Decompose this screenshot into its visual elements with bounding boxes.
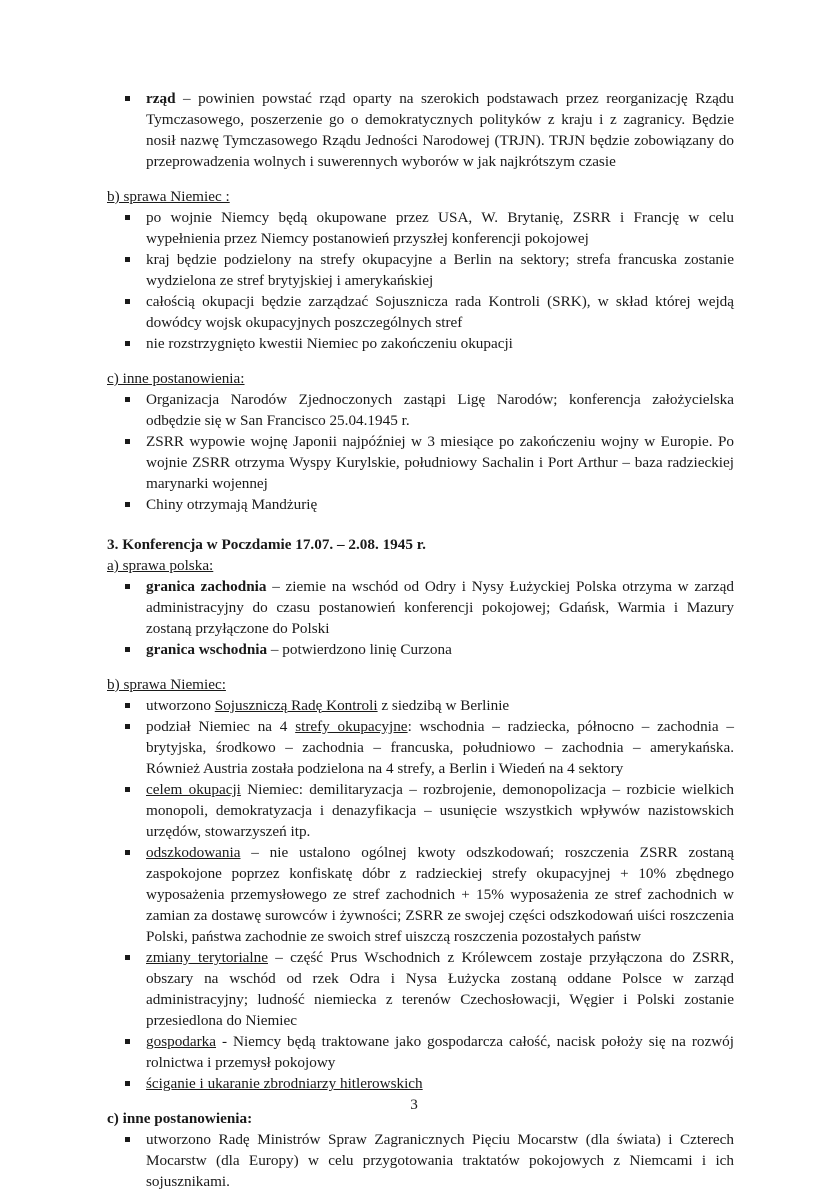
list-item-text bbox=[146, 716, 734, 779]
list-item bbox=[107, 716, 734, 779]
square-bullet-icon bbox=[125, 207, 133, 228]
list-item-lead: granica zachodnia bbox=[146, 578, 267, 595]
list-item-rest: – powinien powstać rząd oparty na szerokich podstawach przez reorganizację Rządu Tymczasowego, poszerzenie go o demokratycznych polityków z kraju i z zagranicy. Będzie nosił nazwę Tymczasowego Rządu Jedności Narodowej (TRJN). TRJN będzie zobowiązany do przeprowadzenia wolnych i suwerennych wyborów w jak najkrótszym czasie bbox=[146, 90, 734, 170]
spacer bbox=[107, 172, 734, 186]
list-item-text bbox=[146, 1073, 734, 1094]
list-item-text bbox=[146, 88, 734, 172]
list-item-text: ZSRR wypowie wojnę Japonii najpóźniej w 3 miesiące po zakończeniu wojny w Europie. Po wojnie ZSRR otrzyma Wyspy Kurylskie, południowy Sachalin i Port Arthur – baza radzieckiej marynarki wojennej bbox=[146, 433, 734, 492]
list-item bbox=[107, 576, 734, 639]
subheading-potsdam-c: c) inne postanowienia: bbox=[107, 1110, 253, 1127]
subheading-text: b) sprawa Niemiec: bbox=[107, 676, 226, 693]
list-item-post: Niemiec: demilitaryzacja – rozbrojenie, demonopolizacja – rozbicie wielkich monopoli, demokratyzacja i denazyfikacja – usunięcie wszystkich wpływów nazistowskich urzędów, stowarzyszeń itp. bbox=[146, 781, 734, 840]
square-bullet-icon bbox=[125, 1031, 133, 1052]
square-bullet-icon bbox=[125, 88, 133, 109]
square-bullet-icon bbox=[125, 333, 133, 354]
list-item bbox=[107, 207, 734, 249]
list-item bbox=[107, 88, 734, 172]
list-item-underlined-term: zmiany terytorialne bbox=[146, 949, 268, 966]
list-item-text bbox=[146, 842, 734, 947]
list-item-pre: utworzono bbox=[146, 697, 215, 714]
square-bullet-icon bbox=[125, 249, 133, 270]
list-item bbox=[107, 494, 734, 515]
section-heading-potsdam: 3. Konferencja w Poczdamie 17.07. – 2.08. 1945 r. bbox=[107, 536, 426, 553]
list-item bbox=[107, 1129, 734, 1192]
list-item bbox=[107, 842, 734, 947]
square-bullet-icon bbox=[125, 389, 133, 410]
list-item-text bbox=[146, 695, 734, 716]
list-item-underlined-term: odszkodowania bbox=[146, 844, 241, 861]
square-bullet-icon bbox=[125, 716, 133, 737]
list-item-underlined-term: ściganie i ukaranie zbrodniarzy hitlerowskich bbox=[146, 1075, 423, 1092]
bullet-list-yalta-other bbox=[107, 389, 734, 515]
spacer bbox=[107, 515, 734, 534]
square-bullet-icon bbox=[125, 291, 133, 312]
square-bullet-icon bbox=[125, 576, 133, 597]
list-item-post: – część Prus Wschodnich z Królewcem zostaje przyłączona do ZSRR, obszary na wschód od rzek Odra i Nysa Łużycka zostaną oddane Polsce w zarząd administracyjny; ludność niemiecka z terenów Czechosłowacji, Węgier i Polski zostanie przesiedlona do Niemiec bbox=[146, 949, 734, 1029]
subheading-text: b) sprawa Niemiec : bbox=[107, 188, 230, 205]
list-item-rest: – potwierdzono linię Curzona bbox=[267, 641, 452, 658]
list-item-text bbox=[146, 576, 734, 639]
square-bullet-icon bbox=[125, 639, 133, 660]
list-item-text bbox=[146, 947, 734, 1031]
list-item-pre: podział Niemiec na 4 bbox=[146, 718, 296, 735]
list-item-text bbox=[146, 639, 734, 660]
subheading-potsdam-a bbox=[107, 555, 734, 576]
list-item-text: kraj będzie podzielony na strefy okupacyjne a Berlin na sektory; strefa francuska zostanie wydzielona ze stref brytyjskiej i amerykańskiej bbox=[146, 251, 734, 289]
list-item-text: Organizacja Narodów Zjednoczonych zastąpi Ligę Narodów; konferencja założycielska odbędzie się w San Francisco 25.04.1945 r. bbox=[146, 391, 734, 429]
list-item bbox=[107, 1073, 734, 1094]
bullet-list-potsdam-other bbox=[107, 1129, 734, 1192]
list-item-text: całością okupacji będzie zarządzać Sojusznicza rada Kontroli (SRK), w skład której wejdą dowódcy wojsk okupacyjnych poszczególnych stref bbox=[146, 293, 734, 331]
list-item-text: Chiny otrzymają Mandżurię bbox=[146, 496, 318, 513]
list-item bbox=[107, 639, 734, 660]
square-bullet-icon bbox=[125, 431, 133, 452]
page-number: 3 bbox=[410, 1096, 418, 1113]
bullet-list-potsdam-germany bbox=[107, 695, 734, 1094]
subheading-text: a) sprawa polska: bbox=[107, 557, 214, 574]
list-item-underlined-term: Sojuszniczą Radę Kontroli bbox=[214, 697, 378, 714]
spacer bbox=[107, 354, 734, 368]
bullet-list-yalta-germany bbox=[107, 207, 734, 354]
square-bullet-icon bbox=[125, 842, 133, 863]
list-item bbox=[107, 389, 734, 431]
list-item-lead: granica wschodnia bbox=[146, 641, 268, 658]
square-bullet-icon bbox=[125, 695, 133, 716]
square-bullet-icon bbox=[125, 779, 133, 800]
subheading-text: c) inne postanowienia: bbox=[107, 370, 245, 387]
list-item-underlined-term: celem okupacji bbox=[146, 781, 241, 798]
square-bullet-icon bbox=[125, 947, 133, 968]
list-item-text: nie rozstrzygnięto kwestii Niemiec po zakończeniu okupacji bbox=[146, 335, 513, 352]
square-bullet-icon bbox=[125, 1073, 133, 1094]
subheading-yalta-c bbox=[107, 368, 734, 389]
subheading-potsdam-b bbox=[107, 674, 734, 695]
bullet-list-yalta-poland-cont bbox=[107, 88, 734, 172]
list-item bbox=[107, 249, 734, 291]
list-item-text bbox=[146, 1031, 734, 1073]
list-item-text: utworzono Radę Ministrów Spraw Zagranicznych Pięciu Mocarstw (dla świata) i Czterech Mocarstw (dla Europy) w celu przygotowania traktatów pokojowych z Niemcami i ich sojusznikami. bbox=[146, 1131, 734, 1190]
list-item bbox=[107, 291, 734, 333]
list-item-rest: – ziemie na wschód od Odry i Nysy Łużyckiej Polska otrzyma w zarząd administracyjny do czasu postanowień konferencji pokojowej; Gdańsk, Warmia i Mazury zostaną przyłączone do Polski bbox=[146, 578, 734, 637]
list-item bbox=[107, 695, 734, 716]
list-item-post: - Niemcy będą traktowane jako gospodarcza całość, nacisk położy się na rozwój rolnictwa i przemysł pokojowy bbox=[146, 1033, 734, 1071]
subheading-yalta-b bbox=[107, 186, 734, 207]
list-item bbox=[107, 333, 734, 354]
list-item-post: : wschodnia – radziecka, północno – zachodnia – brytyjska, środkowo – zachodnia – francuska, południowo – zachodnia – amerykańska. Również Austria została podzielona na 4 strefy, a Berlin i Wiedeń na 4 sektory bbox=[146, 718, 734, 777]
bullet-list-potsdam-poland bbox=[107, 576, 734, 660]
document-body bbox=[107, 88, 734, 1192]
list-item-text: po wojnie Niemcy będą okupowane przez USA, W. Brytanię, ZSRR i Francję w celu wypełnienia przez Niemcy postanowień przyszłej konferencji pokojowej bbox=[146, 209, 734, 247]
list-item bbox=[107, 431, 734, 494]
list-item bbox=[107, 779, 734, 842]
list-item-post: – nie ustalono ogólnej kwoty odszkodowań; roszczenia ZSRR zostaną zaspokojone poprzez konfiskatę dóbr z radzieckiej strefy okupacyjnej + 10% zbędnego wyposażenia przemysłowego ze stref zachodnich + 15% wyposażenia ze stref zachodnich w zamian za dostawę surowców i żywności; ZSRR ze swojej części odszkodowań uiści roszczenia Polski, państwa zachodnie ze swoich stref uiszczą roszczenia pozostałych państw bbox=[146, 844, 734, 945]
list-item-underlined-term: gospodarka bbox=[146, 1033, 217, 1050]
list-item-lead: rząd bbox=[146, 90, 176, 107]
spacer bbox=[107, 660, 734, 674]
list-item bbox=[107, 1031, 734, 1073]
square-bullet-icon bbox=[125, 1129, 133, 1150]
list-item-post: z siedzibą w Berlinie bbox=[377, 697, 510, 714]
list-item-underlined-term: strefy okupacyjne bbox=[295, 718, 408, 735]
square-bullet-icon bbox=[125, 494, 133, 515]
list-item-text bbox=[146, 779, 734, 842]
list-item bbox=[107, 947, 734, 1031]
